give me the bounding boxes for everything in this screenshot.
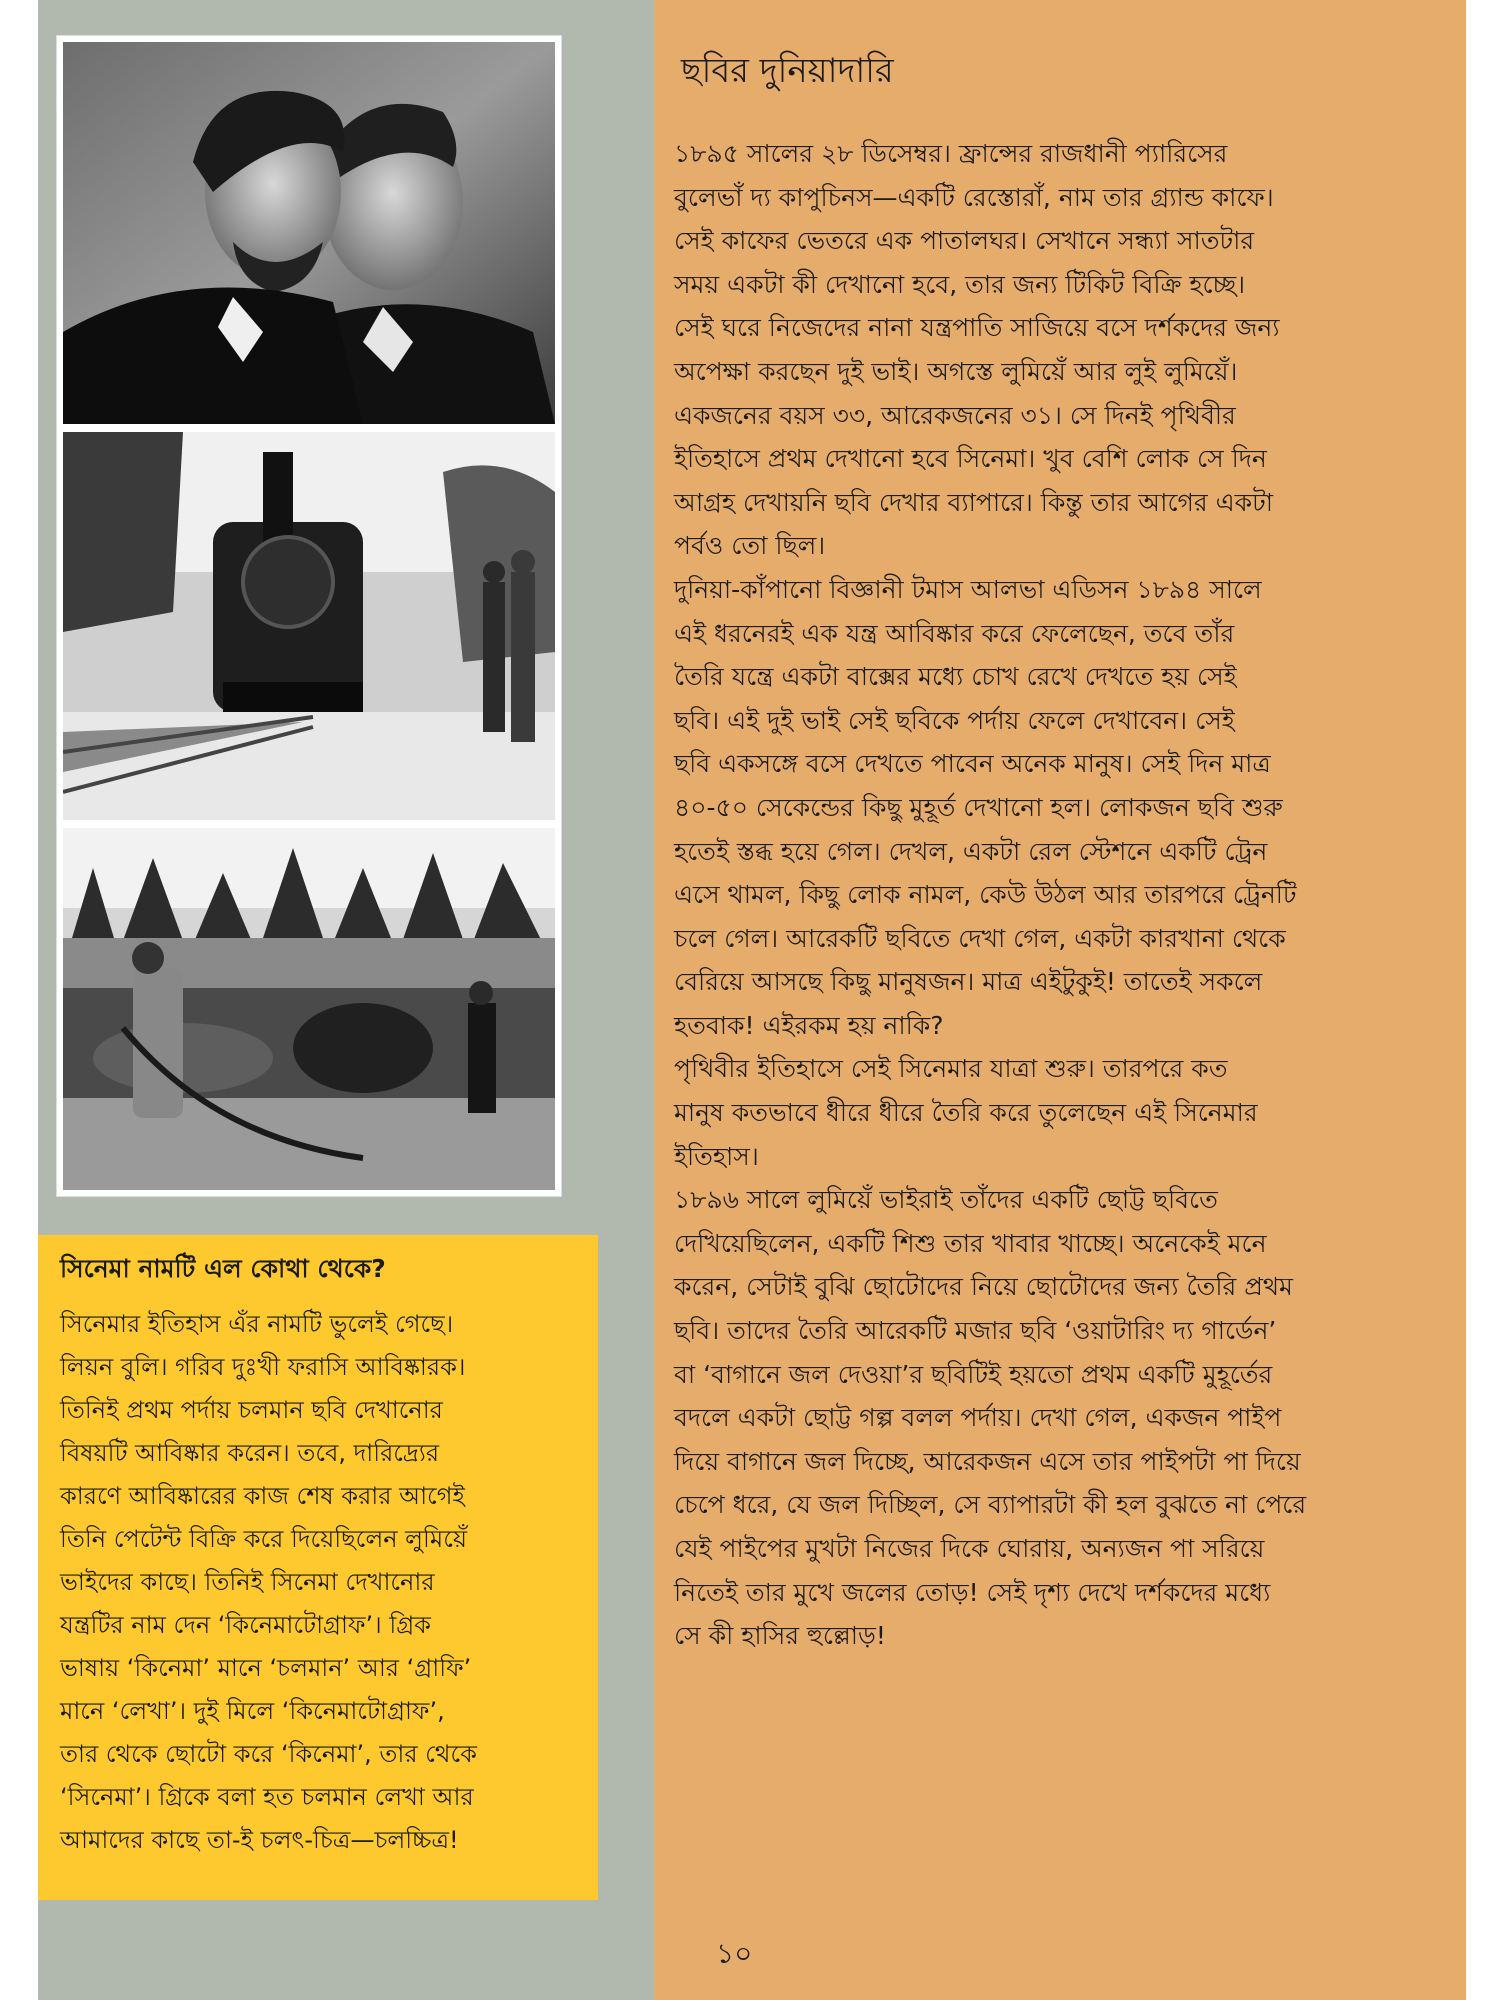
watering-garden-still [63, 828, 555, 1190]
sidebar-line: ভাষায় ‘কিনেমা’ মানে ‘চলমান’ আর ‘গ্রাফি’ [60, 1654, 472, 1682]
article-line: বা ‘বাগানে জল দেওয়া’র ছবিটিই হয়তো প্রথম একটি মুহূর্তের [674, 1359, 1273, 1389]
page-number: ১০ [716, 1937, 753, 1970]
article-line: একজনের বয়স ৩৩, আরেকজনের ৩১। সে দিনই পৃথিবীর [674, 400, 1236, 430]
article-line: ছবি। তাদের তৈরি আরেকটি মজার ছবি ‘ওয়াটারিং দ্য গার্ডেন’ [674, 1316, 1277, 1346]
article-line: হতবাক! এইরকম হয় নাকি? [674, 1010, 944, 1040]
sidebar-line: আমাদের কাছে তা-ই চলৎ-চিত্র—চলচ্চিত্র! [60, 1826, 459, 1854]
article-line: যেই পাইপের মুখটা নিজের দিকে ঘোরায়, অন্যজন পা সরিয়ে [674, 1534, 1265, 1563]
article-line: দেখিয়েছিলেন, একটি শিশু তার খাবার খাচ্ছে। অনেকেই মনে [674, 1228, 1267, 1258]
article-title: ছবির দুনিয়াদারি [681, 51, 894, 91]
train-arrival-still [63, 432, 555, 820]
article-line: চেপে ধরে, যে জল দিচ্ছিল, সে ব্যাপারটা কী হল বুঝতে না পেরে [674, 1490, 1307, 1520]
article-line: সে কী হাসির হুল্লোড়! [674, 1621, 886, 1651]
article-line: ৪০-৫০ সেকেন্ডের কিছু মুহূর্ত দেখানো হল। লোকজন ছবি শুরু [674, 792, 1283, 822]
article-line: বুলেভাঁ দ্য কাপুচিনস—একটি রেস্তোরাঁ, নাম তার গ্র্যান্ড কাফে। [674, 182, 1274, 212]
sidebar-line: কারণে আবিষ্কারের কাজ শেষ করার আগেই [60, 1482, 465, 1510]
sidebar-line: মানে ‘লেখা’। দুই মিলে ‘কিনেমাটোগ্রাফ’, [60, 1697, 445, 1725]
article-line: দুনিয়া-কাঁপানো বিজ্ঞানী টমাস আলভা এডিসন ১৮৯৪ সালে [674, 574, 1262, 604]
article-line: ইতিহাসে প্রথম দেখানো হবে সিনেমা। খুব বেশি লোক সে দিন [674, 444, 1267, 474]
sidebar-line: বিষয়টি আবিষ্কার করেন। তবে, দারিদ্র্যের [60, 1439, 440, 1467]
sidebar-line: লিয়ন বুলি। গরিব দুঃখী ফরাসি আবিষ্কারক। [60, 1353, 466, 1381]
article-line: অপেক্ষা করছেন দুই ভাই। অগস্তে লুমিয়েঁ আর লুই লুমিয়েঁ। [674, 356, 1238, 386]
article-line: পৃথিবীর ইতিহাসে সেই সিনেমার যাত্রা শুরু। তারপরে কত [674, 1054, 1228, 1084]
article-line: এই ধরনেরই এক যন্ত্র আবিষ্কার করে ফেলেছেন, তবে তাঁর [674, 618, 1235, 648]
lumiere-brothers-portrait [63, 42, 555, 424]
article-line: ১৮৯৬ সালে লুমিয়েঁ ভাইরাই তাঁদের একটি ছোট্ট ছবিতে [674, 1185, 1218, 1215]
article-line: সেই ঘরে নিজেদের নানা যন্ত্রপাতি সাজিয়ে বসে দর্শকদের জন্য [674, 313, 1280, 343]
article-line: বেরিয়ে আসছে কিছু মানুষজন। মাত্র এইটুকুই! তাতেই সকলে [674, 967, 1263, 997]
article-line: হতেই স্তব্ধ হয়ে গেল। দেখল, একটা রেল স্টেশনে একটি ট্রেন [674, 836, 1268, 866]
photo-collage [56, 35, 562, 1197]
article-line: ছবি। এই দুই ভাই সেই ছবিকে পর্দায় ফেলে দেখাবেন। সেই [674, 705, 1235, 735]
article-line: ১৮৯৫ সালের ২৮ ডিসেম্বর। ফ্রান্সের রাজধানী প্যারিসের [674, 139, 1228, 168]
article-line: ছবি একসঙ্গে বসে দেখতে পাবেন অনেক মানুষ। সেই দিন মাত্র [674, 749, 1271, 779]
article-line: মানুষ কতভাবে ধীরে ধীরে তৈরি করে তুলেছেন এই সিনেমার [674, 1098, 1258, 1128]
article-line: চলে গেল। আরেকটি ছবিতে দেখা গেল, একটা কারখানা থেকে [674, 923, 1286, 953]
sidebar-line: যন্ত্রটির নাম দেন ‘কিনেমাটোগ্রাফ’। গ্রিক [60, 1611, 431, 1639]
article-line: এসে থামল, কিছু লোক নামল, কেউ উঠল আর তারপরে ট্রেনটি [674, 880, 1297, 910]
article-line: তৈরি যন্ত্রে একটা বাক্সের মধ্যে চোখ রেখে দেখতে হয় সেই [674, 662, 1237, 692]
article-line: করেন, সেটাই বুঝি ছোটোদের নিয়ে ছোটোদের জন্য তৈরি প্রথম [674, 1272, 1293, 1302]
sidebar-line: তিনি পেটেন্ট বিক্রি করে দিয়েছিলেন লুমিয়েঁ [60, 1525, 468, 1553]
article-line: বদলে একটা ছোট্ট গল্প বলল পর্দায়। দেখা গেল, একজন পাইপ [674, 1403, 1282, 1433]
article-line: সেই কাফের ভেতরে এক পাতালঘর। সেখানে সন্ধ্যা সাতটার [674, 226, 1255, 256]
article-line: নিতেই তার মুখে জলের তোড়! সেই দৃশ্য দেখে দর্শকদের মধ্যে [674, 1577, 1271, 1607]
article-line: পর্বও তো ছিল। [674, 531, 826, 561]
sidebar-text [60, 1303, 585, 1862]
sidebar-title: সিনেমা নামটি এল কোথা থেকে? [60, 1254, 386, 1283]
sidebar-box [38, 1235, 598, 1900]
article-body [674, 132, 1436, 1658]
sidebar-line: ‘সিনেমা’। গ্রিকে বলা হত চলমান লেখা আর [60, 1783, 474, 1811]
article-line: ইতিহাস। [674, 1141, 759, 1171]
sidebar-line: তার থেকে ছোটো করে ‘কিনেমা’, তার থেকে [60, 1740, 477, 1768]
sidebar-line: ভাইদের কাছে। তিনিই সিনেমা দেখানোর [60, 1568, 435, 1596]
sidebar-line: তিনিই প্রথম পর্দায় চলমান ছবি দেখানোর [60, 1396, 443, 1424]
article-line: সময় একটা কী দেখানো হবে, তার জন্য টিকিট বিক্রি হচ্ছে। [674, 269, 1246, 299]
article-line: দিয়ে বাগানে জল দিচ্ছে, আরেকজন এসে তার পাইপটা পা দিয়ে [674, 1446, 1301, 1476]
sidebar-line: সিনেমার ইতিহাস এঁর নামটি ভুলেই গেছে। [60, 1310, 454, 1338]
article-line: আগ্রহ দেখায়নি ছবি দেখার ব্যাপারে। কিন্তু তার আগের একটা [674, 487, 1273, 517]
